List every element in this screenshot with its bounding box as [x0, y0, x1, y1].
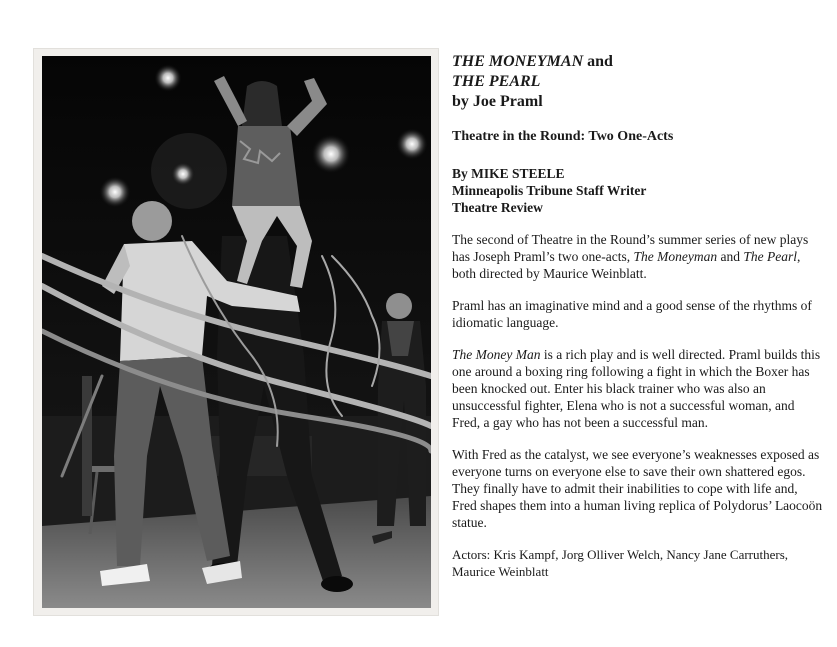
photo-frame — [33, 48, 439, 616]
byline-section: Theatre Review — [452, 200, 543, 215]
paragraph-money-man-title: The Money Man — [452, 347, 541, 362]
play-author: by Joe Praml — [452, 93, 543, 110]
stage-light — [154, 64, 182, 92]
paragraph-praml: Praml has an imaginative mind and a good sense of the rhythms of idiomatic language. — [452, 298, 812, 330]
stage-light — [171, 162, 195, 186]
paragraph-intro-text-a: The second of Theatre in the Round’s summer series of new plays has Joseph Praml’s two one-acts, — [452, 232, 809, 264]
byline-affiliation: Minneapolis Tribune Staff Writer — [452, 183, 647, 198]
paragraph-money-man-text: is a rich play and is well directed. Praml builds this one around a boxing ring following a fight in which the Boxer has been knocked out. Enter his black trainer who was also an unsuccessful fighter, Elena who is not a successful woman, and Fred, a gay who has not been a successful man. — [452, 347, 821, 430]
paragraph-catalyst: With Fred as the catalyst, we see everyone’s weaknesses exposed as everyone turns on everyone else to save their own shattered egos. They finally have to admit their inabilities to cope with life and, Fred shapes them into a human living replica of Polydorus’ Laocoön statue. — [452, 447, 823, 530]
paragraph-intro — [452, 231, 824, 282]
review-headline: Theatre in the Round: Two One-Acts — [452, 129, 674, 144]
stage-light — [99, 176, 131, 208]
paragraph-money-man — [452, 346, 824, 431]
play-title — [452, 52, 824, 72]
stage-light — [396, 128, 428, 160]
actors-list: Actors: Kris Kampf, Jorg Olliver Welch, Nancy Jane Carruthers, Maurice Weinblatt — [452, 547, 789, 579]
stage-photo-graphic — [42, 56, 431, 608]
stage-light — [311, 134, 351, 174]
play-title-pearl: THE PEARL — [452, 73, 541, 90]
paragraph-intro-text-b: and — [717, 249, 744, 264]
paragraph-intro-italic-pearl: The Pearl — [743, 249, 797, 264]
play-title-line2 — [452, 72, 824, 92]
play-title-moneyman: THE MONEYMAN — [452, 53, 584, 70]
byline — [452, 165, 824, 216]
paragraph-intro-text-c: , both directed by Maurice Weinblatt. — [452, 249, 801, 281]
review-article — [452, 52, 824, 580]
byline-writer: By MIKE STEELE — [452, 166, 565, 181]
play-title-and: and — [583, 53, 613, 70]
paragraph-intro-italic-moneyman: The Moneyman — [633, 249, 718, 264]
stage-photo — [42, 56, 431, 608]
